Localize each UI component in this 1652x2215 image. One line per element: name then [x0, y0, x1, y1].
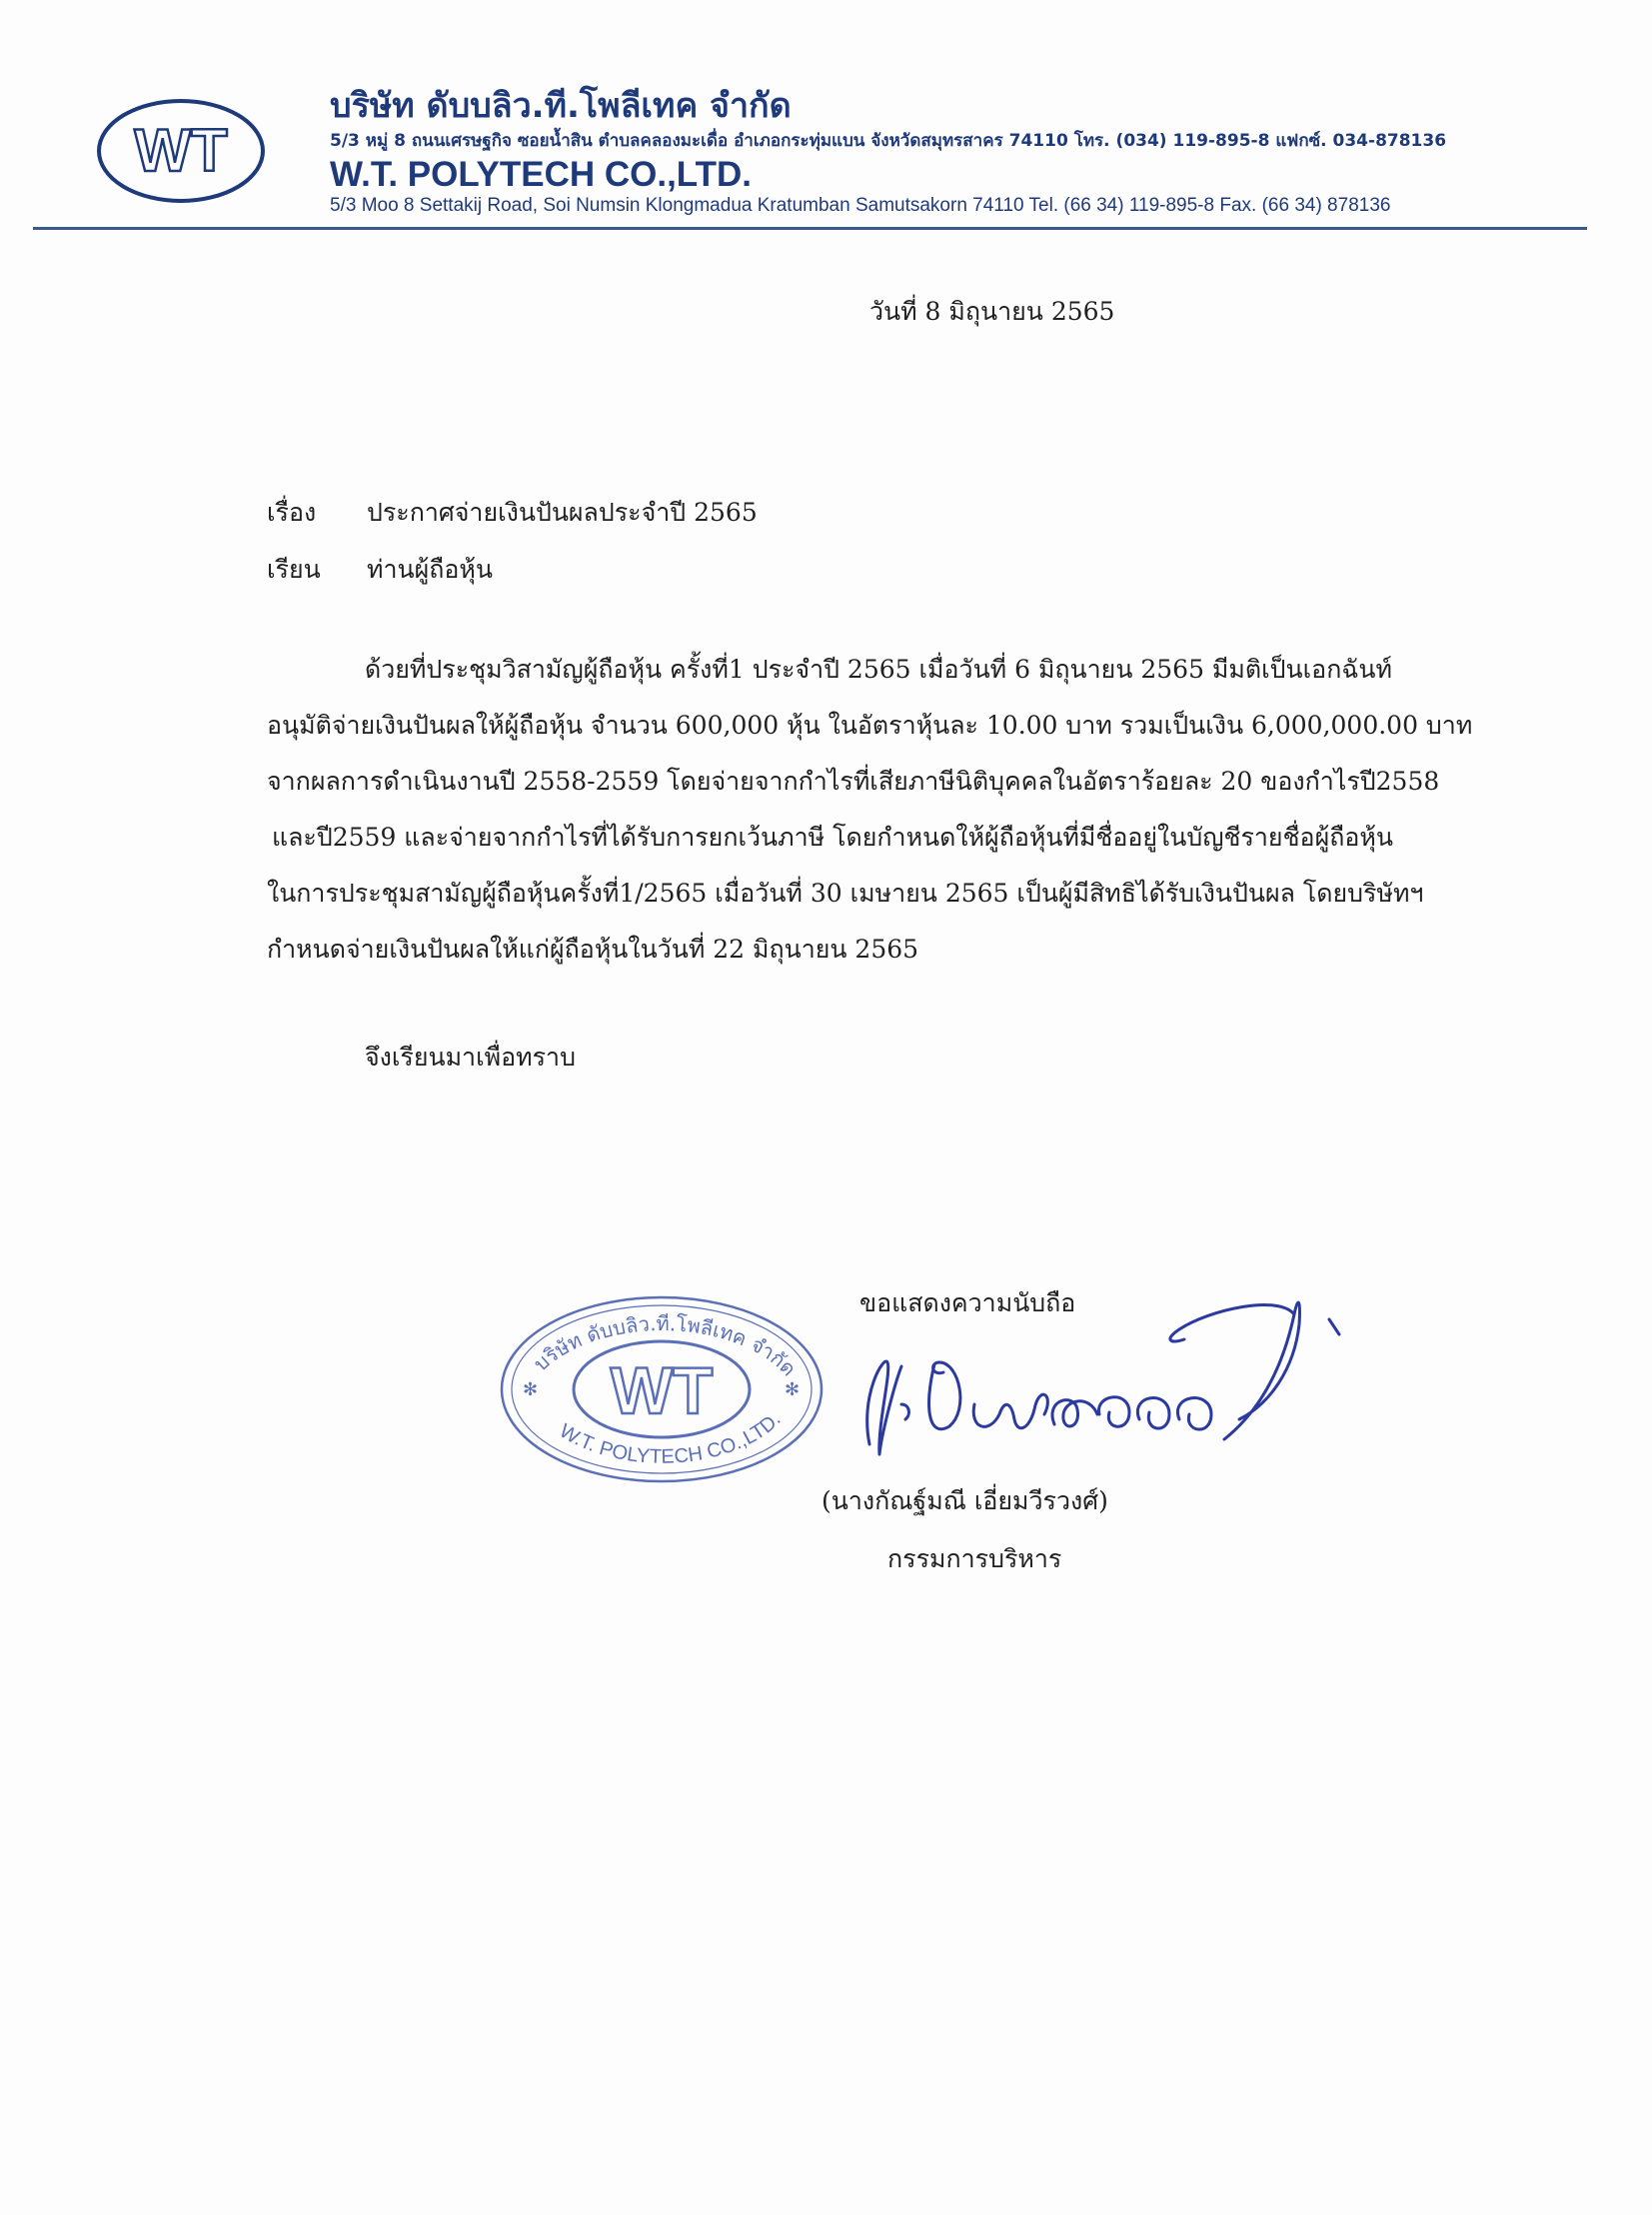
regards-text: ขอแสดงความนับถือ: [859, 1288, 1076, 1317]
body-line: และปี2559 และจ่ายจากกำไรที่ได้รับการยกเว้นภาษี โดยกำหนดให้ผู้ถือหุ้นที่มีชื่ออยู่ในบัญชีรายชื่อผู้ถือหุ้น: [272, 823, 1393, 852]
recipient-text: ท่านผู้ถือหุ้น: [367, 555, 493, 584]
body-line: จากผลการดำเนินงานปี 2558-2559 โดยจ่ายจากกำไรที่เสียภาษีนิติบุคคลในอัตราร้อยละ 20 ของกำไรปี2558: [267, 767, 1440, 796]
subject-text: ประกาศจ่ายเงินปันผลประจำปี 2565: [367, 498, 758, 527]
company-logo: [95, 97, 267, 205]
company-name-thai: บริษัท ดับบลิว.ที.โพลีเทค จำกัด: [330, 86, 792, 126]
body-line: ในการประชุมสามัญผู้ถือหุ้นครั้งที่1/2565 เมื่อวันที่ 30 เมษายน 2565 เป็นผู้มีสิทธิได้รับเงินปันผล โดยบริษัทฯ: [267, 879, 1424, 908]
signature: [839, 1254, 1379, 1484]
letter-date: วันที่ 8 มิถุนายน 2565: [869, 297, 1115, 326]
stamp-top-text: บริษัท ดับบลิว.ที.โพลีเทค จำกัด: [529, 1310, 802, 1381]
signer-name: (นางกัณฐ์มณี เอี่ยมวีรวงศ์): [822, 1486, 1108, 1515]
header-divider: [33, 227, 1587, 230]
company-name-english: W.T. POLYTECH CO.,LTD.: [330, 155, 752, 194]
subject-label: เรื่อง: [267, 498, 317, 527]
svg-text:✻: ✻: [523, 1379, 539, 1400]
stamp-bottom-text: W.T. POLYTECH CO.,LTD.: [555, 1408, 786, 1468]
closing-text: จึงเรียนมาเพื่อทราบ: [365, 1043, 576, 1072]
company-stamp: [495, 1289, 829, 1489]
company-address-english: 5/3 Moo 8 Settakij Road, Soi Numsin Klongmadua Kratumban Samutsakorn 74110 Tel. (66 34) 119-895-8 Fax. (66 34) 878136: [330, 195, 1391, 216]
stamp-center-text: WT: [610, 1353, 714, 1427]
body-line: อนุมัติจ่ายเงินปันผลให้ผู้ถือหุ้น จำนวน 600,000 หุ้น ในอัตราหุ้นละ 10.00 บาท รวมเป็นเงิน 6,000,000.00 บาท: [267, 711, 1473, 740]
body-line: ด้วยที่ประชุมวิสามัญผู้ถือหุ้น ครั้งที่1 ประจำปี 2565 เมื่อวันที่ 6 มิถุนายน 2565 มีมติเป็นเอกฉันท์: [365, 655, 1392, 684]
body-line: กำหนดจ่ายเงินปันผลให้แก่ผู้ถือหุ้นในวันที่ 22 มิถุนายน 2565: [267, 935, 919, 964]
company-address-thai: 5/3 หมู่ 8 ถนนเศรษฐกิจ ซอยน้ำสิน ตำบลคลองมะเดื่อ อำเภอกระทุ่มแบน จังหวัดสมุทรสาคร 74110 โทร. (034) 119-895-8 แฟกซ์. 034-878136: [330, 131, 1447, 151]
svg-text:✻: ✻: [785, 1379, 801, 1400]
signer-title: กรรมการบริหาร: [887, 1544, 1062, 1573]
recipient-label: เรียน: [267, 555, 321, 584]
logo-text: WT: [134, 117, 228, 184]
